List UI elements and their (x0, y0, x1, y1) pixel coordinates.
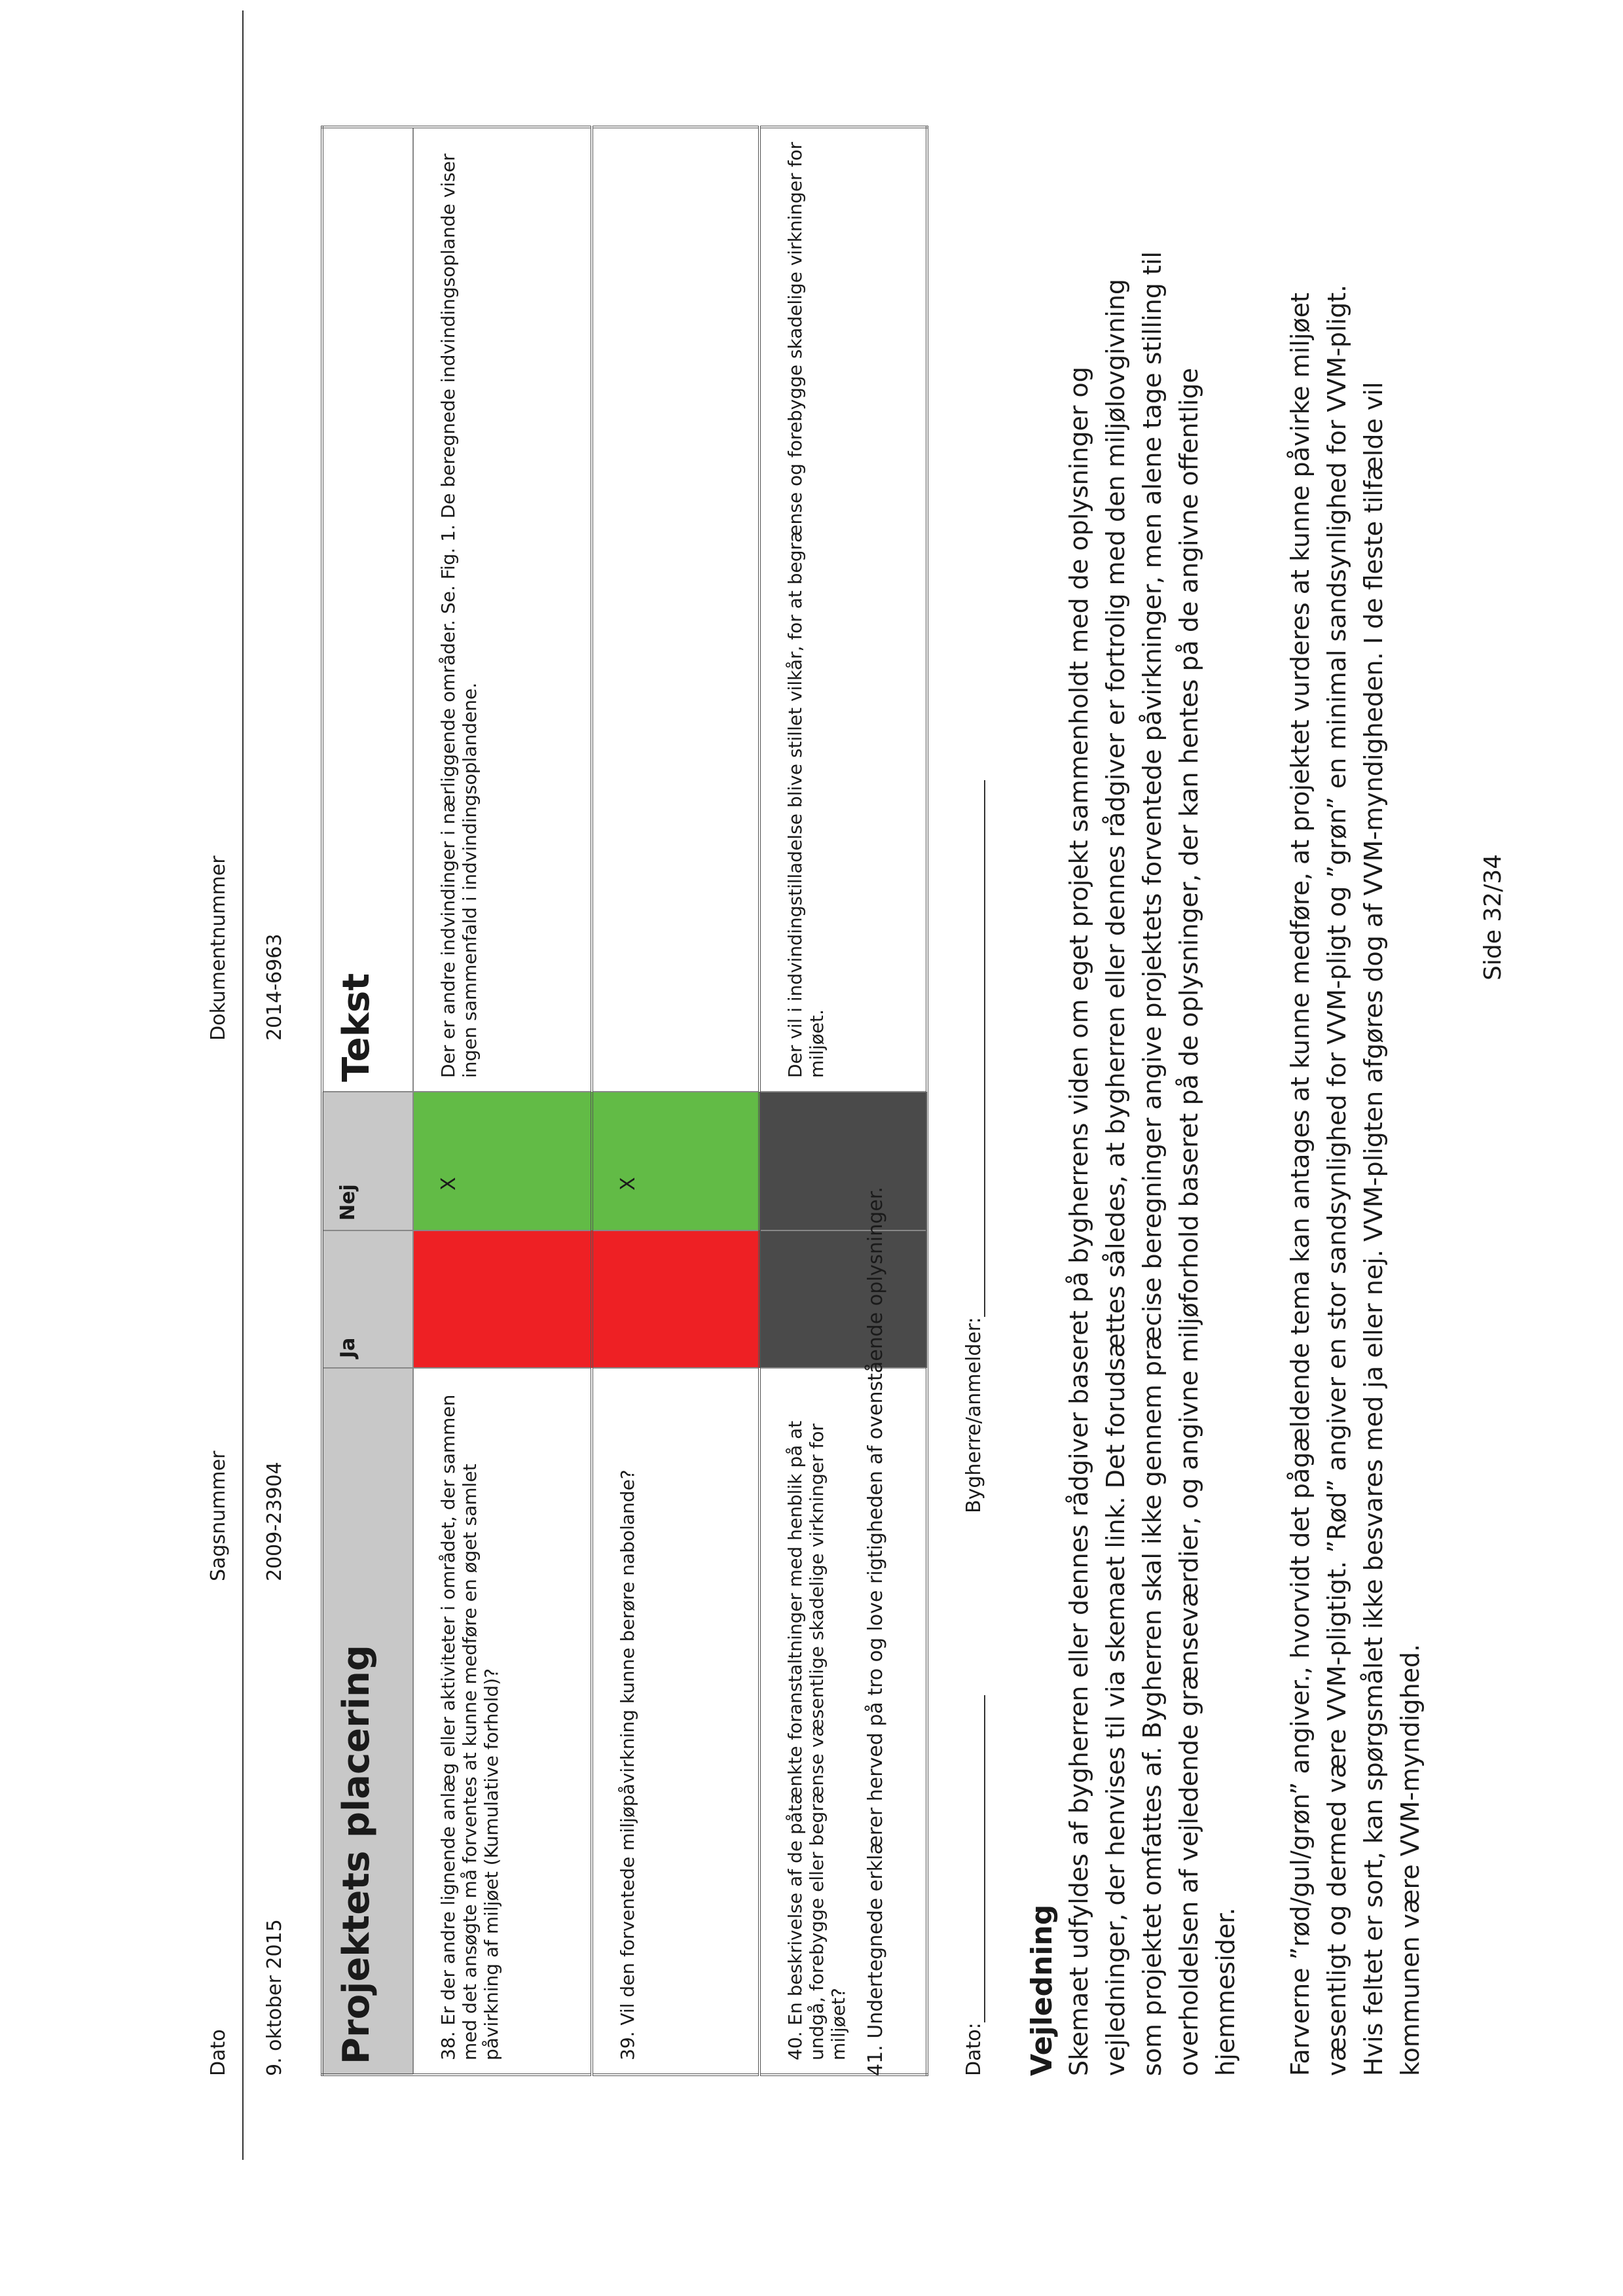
date-signature-line[interactable] (964, 1695, 985, 2022)
no-cell-39[interactable]: X (592, 1092, 759, 1230)
question-38: 38. Er der andre lignende anlæg eller aktiviteter i området, der sammen med det ansøgte må forventes at kunne medføre en øget samlet påvirkning af miljøet (Kumulative forhold)? (413, 1368, 592, 2075)
table-row (592, 127, 759, 2075)
table-title: Projektets placering (322, 1368, 413, 2075)
date-value: 9. oktober 2015 (263, 1919, 286, 2076)
signature-signer (962, 780, 985, 1513)
question-39: 39. Vil den forventede miljøpåvirkning kunne berøre nabolande? (592, 1368, 759, 2075)
column-text-header: Tekst (322, 127, 413, 1092)
table-row (413, 127, 592, 2075)
page-number: Side 32/34 (1480, 853, 1506, 980)
signer-label: Bygherre/anmelder: (962, 1317, 985, 1513)
case-number-value: 2009-23904 (263, 1462, 286, 1581)
header-rule (242, 10, 244, 2160)
signature-date (962, 1695, 985, 2076)
guidance-paragraph-1: Skemaet udfyldes af bygherren eller dennes rådgiver baseret på bygherrens viden om eget projekt sammenholdt med de oplysninger og vejledninger, der henvises til via skemaet link. Det forudsættes således, at bygherren eller dennes rådgiver er fortrolig med den miljølovgivning som projektet omfattes af. Bygherren skal ikke gennem præcise beregninger angive projektets forventede påvirkninger, men alene tage stilling til overholdelsen af vejledende grænseværdier, og angivne miljøforhold baseret på de oplysninger, der kan hentes på de angivne offentlige hjemmesider. (1065, 251, 1240, 2076)
signer-signature-line[interactable] (964, 780, 985, 1317)
column-yes-header: Ja (322, 1230, 413, 1368)
yes-cell-39[interactable] (592, 1230, 759, 1368)
document-number-label: Dokumentnummer (207, 855, 230, 1041)
guidance-heading: Vejledning (1025, 1904, 1059, 2076)
table-row (759, 127, 927, 2075)
text-cell-40[interactable]: Der vil i indvindingstilladelse blive stillet vilkår, for at begrænse og forebygge skadelige virkninger for miljøet. (759, 127, 927, 1092)
no-cell-38[interactable]: X (413, 1092, 592, 1230)
date-label: Dato (207, 2029, 230, 2076)
yes-cell-38[interactable] (413, 1230, 592, 1368)
declaration-text: 41. Undertegnede erklærer herved på tro og love rigtigheden af ovenstående oplysninger. (864, 1187, 887, 2076)
document-number-value: 2014-6963 (263, 933, 286, 1041)
text-cell-39[interactable] (592, 127, 759, 1092)
signature-date-label: Dato: (962, 2022, 985, 2076)
no-cell-40 (759, 1092, 927, 1230)
column-no-header: Nej (322, 1092, 413, 1230)
case-number-label: Sagsnummer (207, 1450, 230, 1581)
placement-table (321, 126, 928, 2076)
yes-cell-40 (759, 1230, 927, 1368)
text-cell-38[interactable]: Der er andre indvindinger i nærliggende områder. Se. Fig. 1. De beregnede indvindingsoplande viser ingen sammenfald i indvindingsoplandene. (413, 127, 592, 1092)
question-40: 40. En beskrivelse af de påtænkte foranstaltninger med henblik på at undgå, forebygge eller begrænse væsentlige skadelige virkninger for miljøet? (759, 1368, 927, 2075)
guidance-paragraph-2: Farverne ”rød/gul/grøn” angiver., hvorvidt det pågældende tema kan antages at kunne medføre, at projektet vurderes at kunne påvirke miljøet væsentligt og dermed være VVM-pligtigt. ”Rød” angiver en stor sandsynlighed for VVM-pligt og ”grøn” en minimal sandsynlighed for VVM-pligt. Hvis feltet er sort, kan spørgsmålet ikke besvares med ja eller nej. VVM-pligten afgøres dog af VVM-myndigheden. I de fleste tilfælde vil kommunen være VVM-myndighed. (1286, 284, 1425, 2076)
